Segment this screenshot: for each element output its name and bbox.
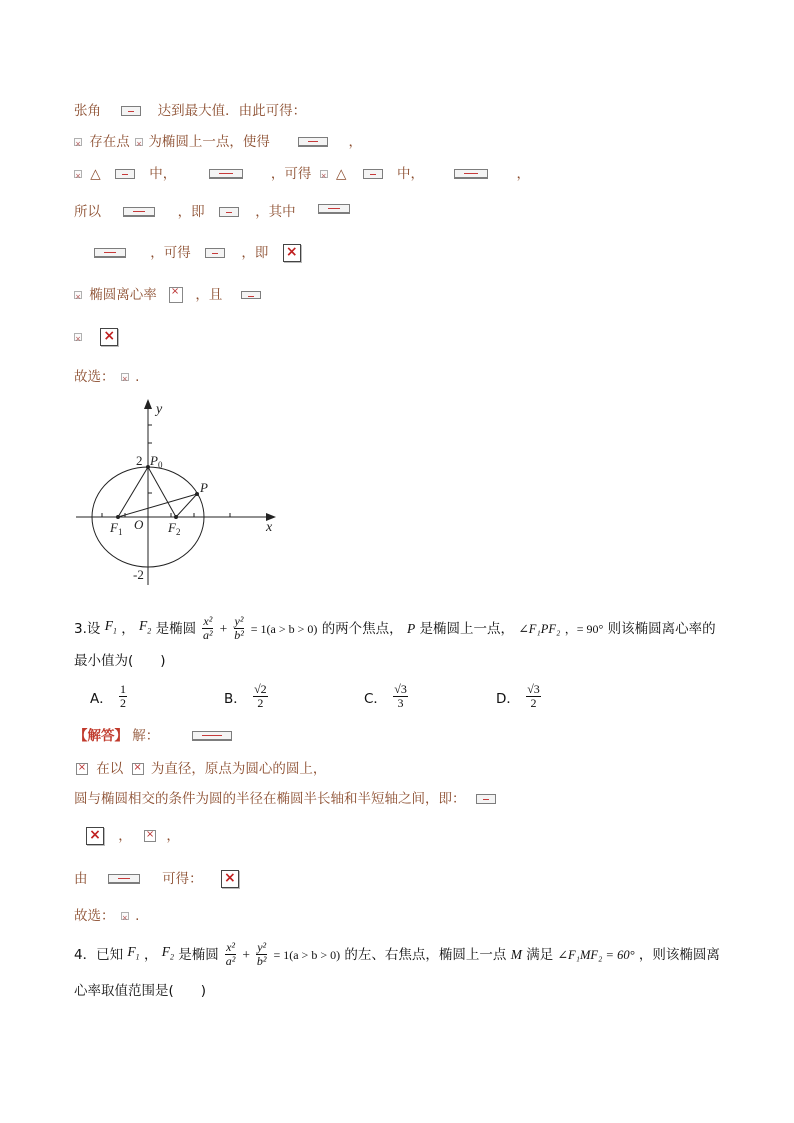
answer-line-5 [74, 906, 139, 926]
broken-image-icon [320, 170, 328, 178]
option-c-label: C． [364, 690, 387, 707]
option-d-num: √3 [527, 682, 540, 696]
label-p: P [200, 480, 208, 495]
q3-fraction-x [202, 615, 213, 642]
q3-two-foci: 的两个焦点， [321, 620, 403, 637]
label-p0 [149, 453, 163, 470]
q3-f1 [105, 612, 117, 646]
broken-image-icon [100, 328, 118, 346]
q3-plus: + [219, 620, 228, 636]
label-p0-main: P [150, 453, 158, 468]
q4-fraction-x [225, 941, 236, 968]
q3-f1-main: F [104, 618, 113, 633]
text: ， [348, 134, 362, 150]
q4-tail: ，则该椭圆离 [638, 946, 720, 963]
q4-mid: 的左、右焦点，椭圆上一点 [344, 946, 507, 963]
answer-heading [74, 726, 232, 746]
broken-image-icon [86, 827, 104, 845]
answer-line-4 [74, 869, 239, 889]
option-a-label: A． [90, 690, 113, 707]
broken-image-icon [476, 794, 496, 804]
q3-fraction-y [234, 615, 245, 642]
broken-image-icon [121, 373, 129, 381]
segment-p0-f2 [148, 467, 176, 517]
broken-image-icon [205, 248, 225, 258]
broken-image-icon [74, 333, 82, 341]
broken-image-icon [219, 207, 239, 217]
text: 所以 [74, 204, 101, 220]
text: . [135, 369, 140, 385]
q3-f2-sub: 2 [147, 626, 152, 636]
broken-image-icon [209, 169, 243, 179]
solution-line-3 [74, 164, 530, 184]
label-f1-sub: 1 [117, 527, 123, 537]
text: ， [118, 828, 132, 844]
y-axis-label: y [156, 402, 163, 417]
broken-image-icon [94, 248, 126, 258]
option-c-num: √3 [394, 682, 407, 696]
q4-prefix: 4．已知 [74, 946, 124, 963]
solution-line-5 [94, 243, 301, 263]
option-a-fraction [119, 683, 127, 710]
q4-frac2-den: b² [256, 954, 267, 969]
broken-image-icon [123, 207, 155, 217]
option-b-num: √2 [254, 682, 267, 696]
broken-image-icon [121, 912, 129, 920]
text: ，可得 [150, 245, 191, 261]
solution-line-6 [74, 285, 261, 305]
answer-line-1 [76, 759, 326, 779]
q3-prefix: 3.设 [74, 620, 101, 637]
option-d[interactable] [496, 683, 543, 710]
broken-image-icon [169, 287, 183, 303]
broken-image-icon [76, 763, 88, 775]
broken-image-icon [454, 169, 488, 179]
solution-line-8 [74, 367, 139, 387]
q3-equation-condition: = 1(a > b > 0) [250, 621, 318, 636]
broken-image-icon [74, 138, 82, 146]
broken-image-icon [241, 291, 261, 299]
q3-frac2-den: b² [234, 628, 244, 643]
text: ，即 [241, 245, 269, 261]
text: 中， [396, 166, 424, 182]
q4-f1-main: F [127, 944, 136, 959]
text: ， [516, 166, 531, 182]
text: 为椭圆上一点，使得 [148, 134, 270, 150]
broken-image-icon [115, 169, 135, 179]
solution-line-4 [74, 202, 350, 222]
tick-label-neg2: -2 [133, 567, 144, 582]
answer-jie: 解： [132, 728, 160, 744]
question-3-line-2 [74, 651, 166, 671]
option-a-num: 1 [120, 682, 127, 696]
label-f1-main: F [110, 520, 118, 535]
q4-frac1-num: x² [226, 940, 236, 955]
text: 故选： [74, 369, 115, 385]
option-c[interactable] [364, 683, 410, 710]
broken-image-icon [132, 763, 144, 775]
q3-frac2-num: y² [234, 614, 244, 629]
text: 达到最大值．由此可得： [157, 103, 307, 119]
text: 为直径，原点为圆心的圆上， [150, 761, 327, 777]
label-p0-sub: 0 [157, 460, 163, 470]
question-4-line-1 [74, 938, 720, 969]
y-axis-arrow [144, 399, 152, 409]
solution-line-1 [74, 101, 306, 121]
text: ，即 [177, 204, 205, 220]
text: 在以 [96, 761, 124, 777]
q4-f2-sub: 2 [169, 952, 174, 962]
label-f2-sub: 2 [175, 527, 181, 537]
option-b[interactable] [224, 683, 270, 710]
point-f1 [116, 515, 120, 519]
q3-frac1-num: x² [203, 614, 213, 629]
broken-image-icon [318, 204, 350, 214]
q4-angle: ∠F₁MF₂ = 60° [557, 947, 635, 962]
q3-comma: ， [121, 620, 135, 637]
point-f2 [174, 515, 178, 519]
q4-f2 [162, 938, 174, 972]
text: ，其中 [255, 204, 296, 220]
question-3-line-1 [74, 612, 716, 643]
q4-comma: ， [143, 946, 158, 963]
option-d-label: D． [496, 690, 520, 707]
option-c-den: 3 [397, 696, 404, 710]
question-4-line-2 [74, 981, 206, 1001]
broken-image-icon [192, 731, 232, 741]
q4-m: M [510, 946, 522, 962]
q3-is-ellipse: 是椭圆 [155, 620, 197, 637]
tick-label-2: 2 [136, 453, 143, 468]
text: 中， [149, 166, 177, 182]
answer-line-2 [74, 789, 496, 809]
text: 圆与椭圆相交的条件为圆的半径在椭圆半长轴和半短轴之间，即： [74, 791, 466, 807]
broken-image-icon [283, 244, 301, 262]
broken-image-icon [144, 830, 156, 842]
text: △ [335, 166, 347, 182]
text: 张角 [74, 103, 101, 119]
label-o: O [134, 517, 144, 532]
q4-cond: 满足 [526, 946, 554, 963]
answer-line-3 [86, 826, 180, 846]
broken-image-icon [135, 138, 143, 146]
q4-f2-main: F [161, 944, 170, 959]
q4-is-ellipse: 是椭圆 [178, 946, 219, 963]
broken-image-icon [221, 870, 239, 888]
q3-tail: 则该椭圆离心率的 [607, 620, 716, 637]
q3-p: P [406, 620, 416, 636]
q3-frac1-den: a² [203, 628, 213, 643]
text: 可得： [162, 871, 203, 887]
q4-line2: 心率取值范围是( ) [74, 983, 207, 999]
text: 故选： [74, 908, 115, 924]
option-b-fraction [253, 683, 268, 710]
q3-angle: ∠F₁PF₂ [518, 621, 561, 636]
solution-line-2 [74, 132, 362, 152]
broken-image-icon [121, 106, 141, 116]
text: 由 [74, 871, 88, 887]
q4-f1-sub: 1 [135, 952, 140, 962]
ellipse-figure [70, 395, 290, 595]
text: . [135, 908, 140, 924]
broken-image-icon [108, 874, 140, 884]
text: ，且 [195, 287, 223, 303]
x-axis-label: x [266, 520, 273, 535]
option-c-fraction [393, 683, 408, 710]
q3-point-on: 是椭圆上一点， [419, 620, 515, 637]
answer-head: 【解答】 [74, 728, 128, 744]
q4-equation-condition: = 1(a > b > 0) [273, 947, 341, 962]
option-a-den: 2 [120, 696, 127, 710]
broken-image-icon [363, 169, 383, 179]
q3-angle-value: ，= 90° [564, 621, 604, 636]
text: ， [166, 828, 180, 844]
option-b-label: B． [224, 690, 247, 707]
q3-f1-sub: 1 [112, 626, 117, 636]
text: △ [90, 166, 101, 182]
label-f1 [109, 520, 122, 537]
q4-plus: + [242, 946, 250, 962]
text: 椭圆离心率 [89, 287, 157, 303]
point-p [195, 492, 199, 496]
option-d-den: 2 [530, 696, 537, 710]
q4-f1 [127, 938, 139, 972]
q3-f2 [139, 612, 151, 646]
label-f2 [167, 520, 180, 537]
q3-line2: 最小值为( ) [74, 653, 166, 669]
q4-fraction-y [256, 941, 267, 968]
text: ，可得 [270, 166, 312, 182]
label-f2-main: F [168, 520, 176, 535]
broken-image-icon [74, 170, 82, 178]
option-b-den: 2 [257, 696, 264, 710]
q4-frac2-num: y² [257, 940, 267, 955]
option-d-fraction [526, 683, 541, 710]
text: 存在点 [89, 134, 130, 150]
solution-line-7 [74, 327, 118, 347]
broken-image-icon [298, 137, 328, 147]
broken-image-icon [74, 291, 82, 299]
option-a[interactable] [90, 683, 129, 710]
q4-frac1-den: a² [225, 954, 236, 969]
q3-f2-main: F [139, 618, 148, 633]
